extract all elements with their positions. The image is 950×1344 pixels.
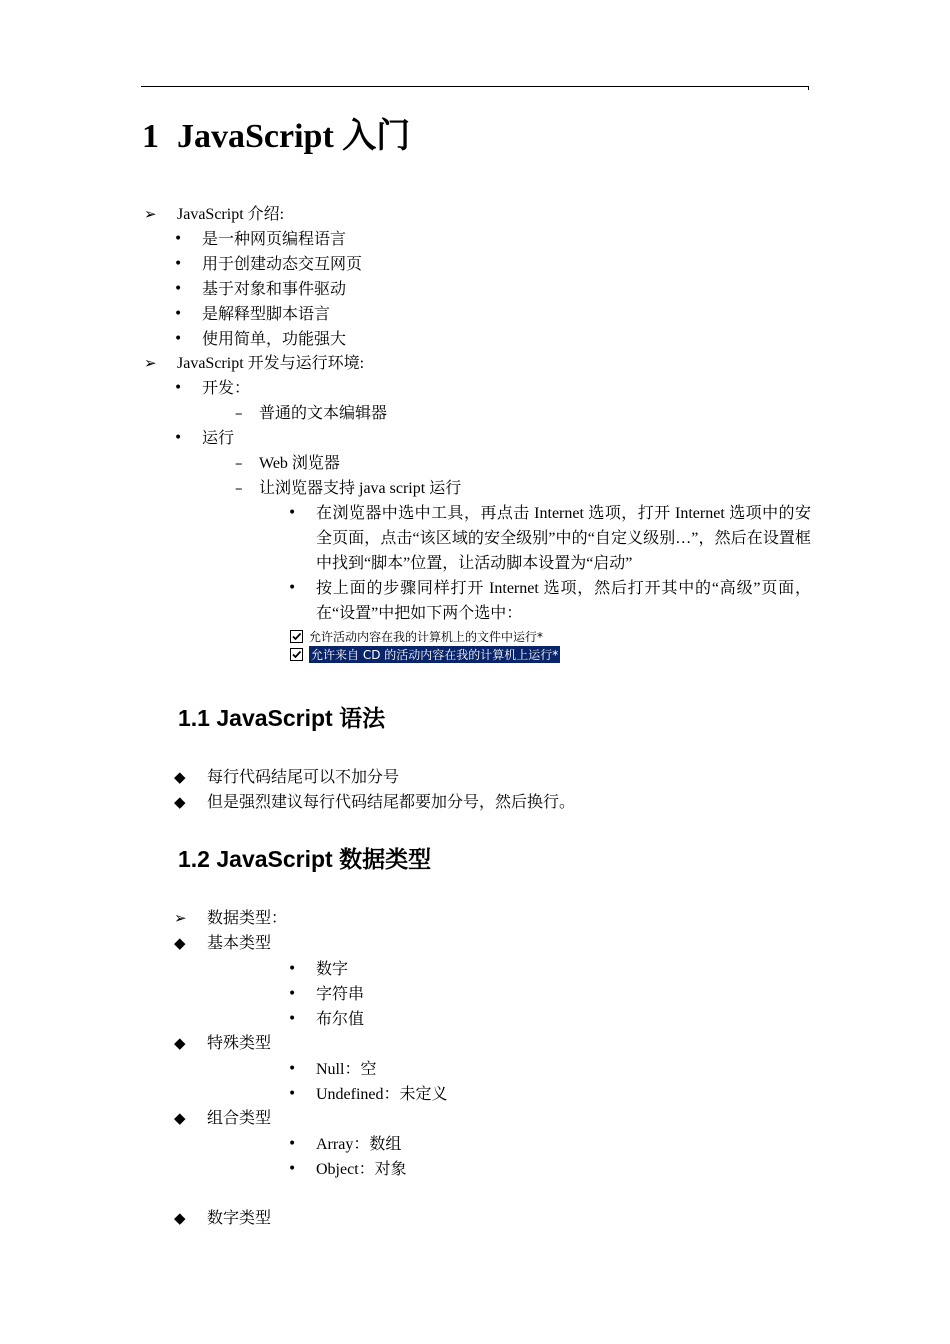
diamond-bullet-icon: ◆ [174,1109,186,1127]
bullet-icon: • [288,1161,297,1177]
composite-item: Array：数组 [316,1136,402,1153]
header-rule [141,86,809,87]
run-item: Web 浏览器 [259,455,340,472]
diamond-bullet-icon: ◆ [174,1034,186,1052]
arrow-bullet-icon: ➢ [144,354,157,372]
intro-item: 使用简单，功能强大 [202,331,347,348]
arrow-bullet-icon: ➢ [144,205,157,223]
basic-item: 数字 [316,961,349,978]
dash-bullet-icon: – [235,479,243,497]
chapter-heading [142,108,410,157]
intro-item: 是解释型脚本语言 [202,306,331,323]
basic-label: 基本类型 [207,935,272,952]
diamond-bullet-icon: ◆ [174,768,186,786]
special-label: 特殊类型 [207,1035,272,1052]
bullet-icon: • [288,1136,297,1152]
dev-label: 开发： [202,380,251,397]
run-item: 让浏览器支持 java script 运行 [259,480,462,497]
checkbox-checked-icon[interactable] [290,630,303,643]
intro-item: 用于创建动态交互网页 [202,256,363,273]
intro-label: JavaScript 介绍: [177,206,285,223]
number-label: 数字类型 [207,1210,272,1227]
composite-item: Object：对象 [316,1161,407,1178]
bullet-icon: • [288,1086,297,1102]
bullet-icon: • [288,961,297,977]
basic-item: 布尔值 [316,1011,365,1028]
bullet-icon: • [174,256,183,272]
bullet-icon: • [288,1061,297,1077]
env-label: JavaScript 开发与运行环境: [177,355,365,372]
step-paragraph: 按上面的步骤同样打开 Internet 选项，然后打开其中的“高级”页面，在“设置”中把如下两个选中： [316,580,811,622]
bullet-icon: • [288,986,297,1002]
checkbox-row[interactable] [290,645,560,663]
special-item: Undefined：未定义 [316,1086,448,1103]
bullet-icon: • [174,306,183,322]
bullet-icon: • [174,231,183,247]
chapter-title: JavaScript 入门 [177,118,411,155]
section-heading: 1.1 JavaScript 语法 [178,705,386,731]
types-label: 数据类型： [207,910,288,927]
arrow-bullet-icon: ➢ [174,909,187,927]
bullet-icon: • [288,1011,297,1027]
bullet-icon: • [174,430,183,446]
diamond-bullet-icon: ◆ [174,793,186,811]
run-label: 运行 [202,430,235,447]
syntax-item: 每行代码结尾可以不加分号 [207,769,400,786]
bullet-icon: • [174,331,183,347]
bullet-icon: • [288,580,297,596]
diamond-bullet-icon: ◆ [174,1209,186,1227]
intro-item: 基于对象和事件驱动 [202,281,347,298]
special-item: Null：空 [316,1061,377,1078]
syntax-item: 但是强烈建议每行代码结尾都要加分号，然后换行。 [207,794,576,811]
checkbox-row[interactable] [290,627,543,645]
bullet-icon: • [288,505,297,521]
bullet-icon: • [174,281,183,297]
diamond-bullet-icon: ◆ [174,934,186,952]
step-paragraph: 在浏览器中选中工具，再点击 Internet 选项，打开 Internet 选项中的安全页面，点击“该区域的安全级别”中的“自定义级别…”，然后在设置框中找到“脚本”位置，让活动脚本设置为“启动” [316,505,811,572]
intro-item: 是一种网页编程语言 [202,231,347,248]
composite-label: 组合类型 [207,1110,272,1127]
dash-bullet-icon: – [235,404,243,422]
checkbox-checked-icon[interactable] [290,648,303,661]
bullet-icon: • [174,380,183,396]
checkbox-label-selected: 允许来自 CD 的活动内容在我的计算机上运行* [311,647,559,662]
dash-bullet-icon: – [235,454,243,472]
section-heading: 1.2 JavaScript 数据类型 [178,846,432,872]
chapter-number: 1 [142,118,159,155]
header-rule-tick [808,86,809,90]
basic-item: 字符串 [316,986,365,1003]
dev-item: 普通的文本编辑器 [259,405,388,422]
checkbox-label: 允许活动内容在我的计算机上的文件中运行* [309,629,544,644]
